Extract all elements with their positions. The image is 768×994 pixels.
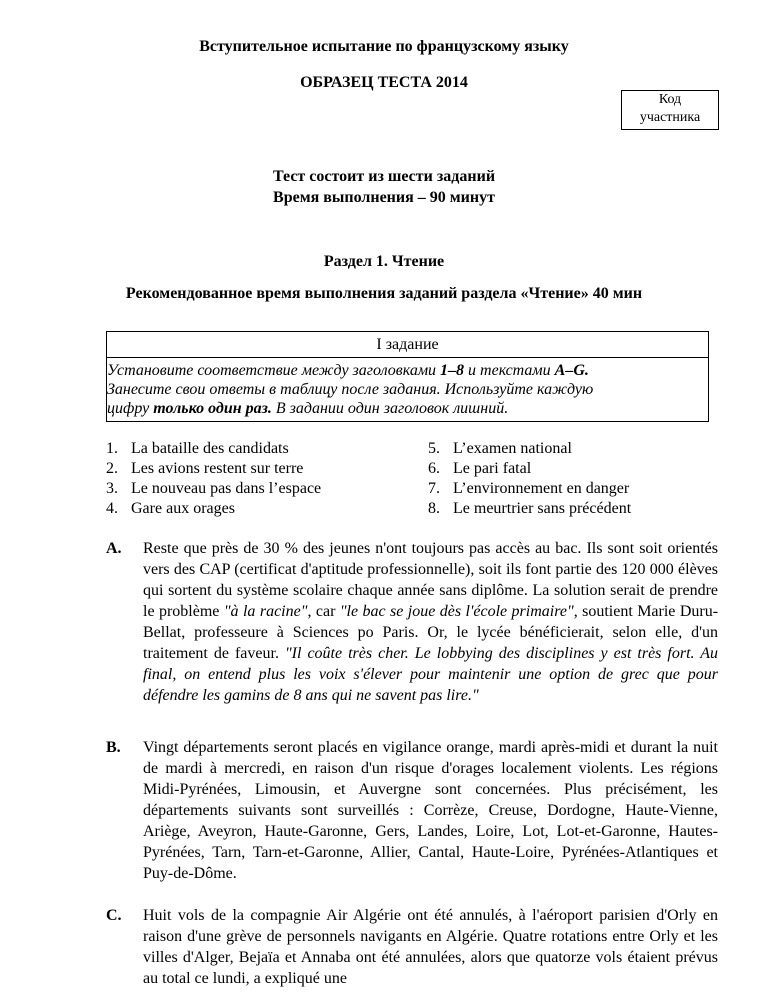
text-a-paragraph <box>143 538 718 706</box>
instr-bold: 1–8 <box>440 362 465 379</box>
heading-item <box>428 498 718 518</box>
exam-title: Вступительное испытание по французскому языку <box>199 38 569 55</box>
heading-text: Le pari fatal <box>453 460 532 477</box>
instr-part: Установите соответствие между заголовками <box>107 362 441 379</box>
headings-list-right <box>428 438 718 518</box>
heading-number: 8. <box>428 500 440 517</box>
headings-list-left <box>106 438 406 518</box>
text-a-quote: "le bac se joue dès l'école primaire" <box>339 603 574 620</box>
text-a-quote: "Il coûte très cher. Le lobbying des disciplines y est très fort. Au final, on entend plus les voix s'élever pour maintenir une option de grec que pour défendre les gamins de 8 ans qui ne savent pas lire." <box>143 645 719 704</box>
heading-number: 2. <box>106 460 118 477</box>
text-b-paragraph: Vingt départements seront placés en vigilance orange, mardi après-midi et durant la nuit de mardi à mercredi, en raison d'un risque d'orages localement violents. Les régions Midi-Pyrénées, Limousin, et Auvergne sont concernées. Plus précisément, les départements suivants sont surveillés : Corrèze, Creuse, Dordogne, Haute-Vienne, Ariège, Aveyron, Haute-Garonne, Gers, Landes, Loire, Lot, Lot-et-Garonne, Hautes-Pyrénées, Tarn, Tarn-et-Garonne, Allier, Cantal, Haute-Loire, Pyrénées-Atlantiques et Puy-de-Dôme. <box>143 739 718 882</box>
text-letter-b: B. <box>106 739 121 756</box>
heading-number: 7. <box>428 480 440 497</box>
test-info-duration: Время выполнения – 90 минут <box>273 189 495 206</box>
text-a-part: , soutient Marie Duru-Bellat, professeure à Sciences po Paris. Or, le lycée bénéficierait, selon elle, d'un traitement de faveur. <box>143 603 719 662</box>
section-recommended-time: Рекомендованное время выполнения заданий раздела «Чтение» 40 мин <box>125 285 643 302</box>
heading-text: Le nouveau pas dans l’espace <box>131 480 322 497</box>
heading-item <box>106 478 406 498</box>
heading-text: La bataille des candidats <box>131 440 289 457</box>
instr-bold: A–G. <box>554 362 589 379</box>
heading-text: Gare aux orages <box>131 500 235 517</box>
heading-number: 6. <box>428 460 440 477</box>
text-letter-c: C. <box>106 907 122 924</box>
heading-item <box>106 498 406 518</box>
instr-part: цифру <box>107 400 154 417</box>
sample-test-title: ОБРАЗЕЦ ТЕСТА 2014 <box>300 74 468 91</box>
section-title: Раздел 1. Чтение <box>323 253 445 270</box>
heading-number: 1. <box>106 440 118 457</box>
text-c-paragraph: Huit vols de la compagnie Air Algérie ont été annulés, à l'aéroport parisien d'Orly en raison d'une grève de personnels navigants en Algérie. Quatre rotations entre Orly et les villes d'Alger, Bejaïa et Annaba ont été annulées, alors que quatorze vols étaient prévus au total ce lundi, a expliqué une <box>143 907 718 987</box>
heading-item <box>428 458 718 478</box>
heading-text: Les avions restent sur terre <box>131 460 304 477</box>
text-letter-a: A. <box>106 540 122 557</box>
instr-part: Занесите свои ответы в таблицу после задания. Используйте каждую <box>107 381 594 398</box>
heading-item <box>428 478 718 498</box>
text-a-part: Reste que près de 30 % des jeunes n'ont toujours pas accès au bac. Ils sont soit orientés vers des CAP (certificat d'aptitude professionnelle), soit ils font partie des 120 000 élèves qui sortent du système scolaire chaque année sans diplôme. La solution serait de prendre le problème <box>143 540 718 620</box>
text-a-quote: "à la racine" <box>223 603 308 620</box>
task-box <box>106 331 709 422</box>
heading-text: Le meurtrier sans précédent <box>453 500 632 517</box>
heading-item <box>106 438 406 458</box>
code-label: Код <box>658 92 682 107</box>
heading-number: 5. <box>428 440 440 457</box>
heading-number: 4. <box>106 500 118 517</box>
heading-number: 3. <box>106 480 118 497</box>
participant-code-box <box>621 90 719 130</box>
heading-text: L’environnement en danger <box>453 480 630 497</box>
task-instructions <box>107 361 707 418</box>
heading-item <box>428 438 718 458</box>
instr-part: и текстами <box>464 362 555 379</box>
task-title: I задание <box>107 332 708 358</box>
instr-bold: только один раз. <box>153 400 272 417</box>
heading-text: L’examen national <box>453 440 572 457</box>
text-a-part: , car <box>307 603 340 620</box>
test-info-tasks: Тест состоит из шести заданий <box>272 168 496 185</box>
participant-label: участника <box>639 110 701 125</box>
heading-item <box>106 458 406 478</box>
instr-part: В задании один заголовок лишний. <box>271 400 509 417</box>
